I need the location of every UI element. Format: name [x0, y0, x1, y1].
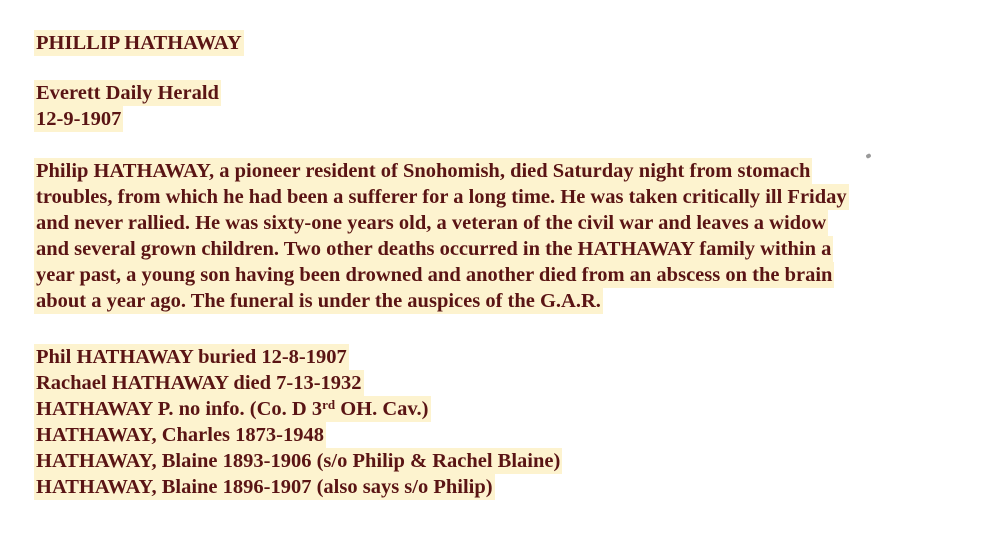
record-item: HATHAWAY, Charles 1873-1948 [36, 424, 324, 446]
record-item: Rachael HATHAWAY died 7-13-1932 [36, 372, 362, 394]
ordinal-suffix: rd [322, 397, 336, 412]
burial-records [34, 344, 562, 500]
source-info [34, 80, 221, 132]
obituary-article [34, 158, 984, 314]
record-item: Phil HATHAWAY buried 12-8-1907 [36, 346, 347, 368]
article-line: and several grown children. Two other deaths occurred in the HATHAWAY family within a [36, 238, 832, 260]
article-line: Philip HATHAWAY, a pioneer resident of Snohomish, died Saturday night from stomach [36, 160, 811, 182]
record-item: HATHAWAY, Blaine 1896-1907 (also says s/o Philip) [36, 476, 493, 498]
record-item: HATHAWAY P. no info. (Co. D 3rd OH. Cav.) [36, 397, 429, 420]
article-line: troubles, from which he had been a sufferer for a long time. He was taken critically ill Friday [36, 186, 847, 208]
newspaper-name: Everett Daily Herald [36, 82, 219, 104]
article-line: year past, a young son having been drowned and another died from an abscess on the brain [36, 264, 833, 286]
document-title [34, 30, 244, 56]
title-text: PHILLIP HATHAWAY [36, 32, 242, 54]
article-line: about a year ago. The funeral is under the auspices of the G.A.R. [36, 290, 601, 312]
record-item: HATHAWAY, Blaine 1893-1906 (s/o Philip & Rachel Blaine) [36, 450, 561, 472]
publication-date: 12-9-1907 [36, 108, 122, 130]
article-line: and never rallied. He was sixty-one years old, a veteran of the civil war and leaves a widow [36, 212, 827, 234]
